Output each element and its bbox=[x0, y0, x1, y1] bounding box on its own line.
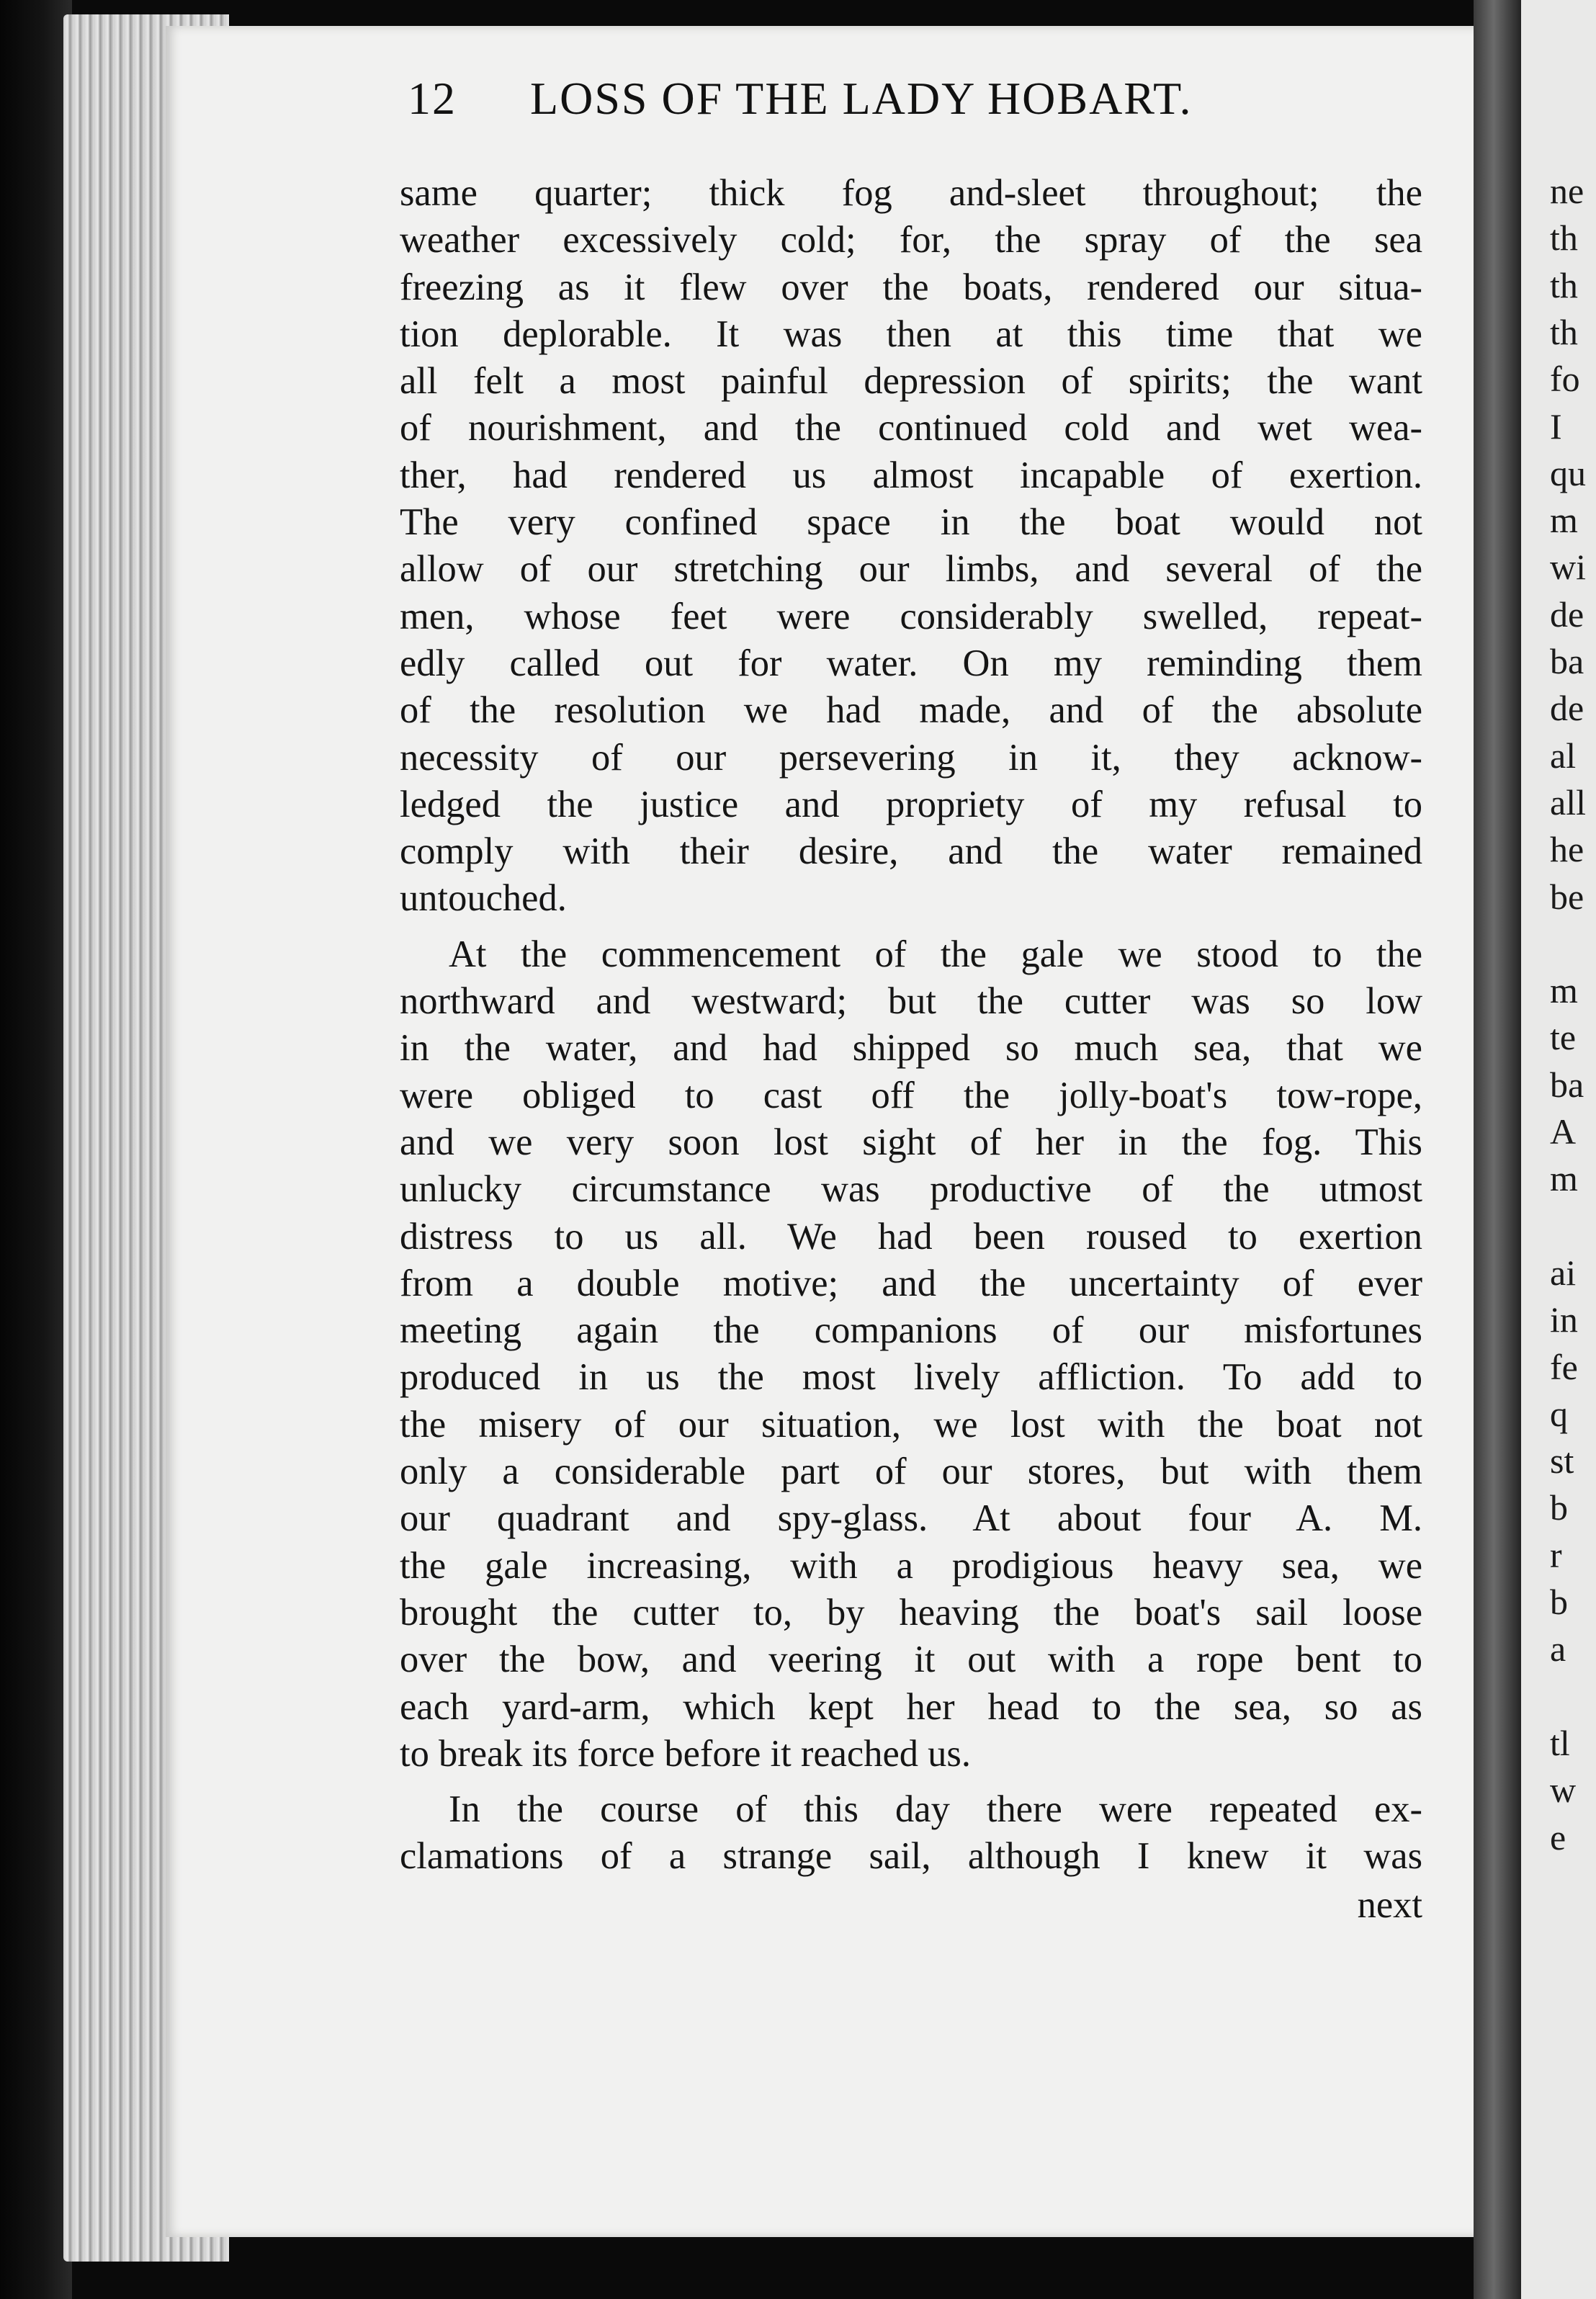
facing-page-fragment: al bbox=[1550, 735, 1577, 776]
facing-page-fragment: b bbox=[1550, 1582, 1568, 1622]
text-line: brought the cutter to, by heaving the boat's sail loose bbox=[400, 1591, 1422, 1634]
text-line: In the course of this day there were repeated ex- bbox=[449, 1788, 1422, 1831]
text-line: all felt a most painful depression of spirits; the want bbox=[400, 360, 1422, 403]
text-line: only a considerable part of our stores, but with them bbox=[400, 1451, 1422, 1493]
facing-page-fragment: be bbox=[1550, 876, 1584, 917]
facing-page-fragment: th bbox=[1550, 218, 1578, 259]
text-line: clamations of a strange sail, although I knew it was bbox=[400, 1835, 1422, 1878]
facing-page-fragment: ba bbox=[1550, 1064, 1584, 1105]
text-line: of the resolution we had made, and of the absolute bbox=[400, 689, 1422, 732]
facing-page-fragment: tl bbox=[1550, 1722, 1570, 1763]
text-line: unlucky circumstance was productive of the utmost bbox=[400, 1168, 1422, 1211]
text-line: ledged the justice and propriety of my refusal to bbox=[400, 783, 1422, 825]
facing-page-fragment: e bbox=[1550, 1816, 1566, 1857]
text-line: necessity of our persevering in it, they acknow- bbox=[400, 736, 1422, 779]
facing-page-fragment: ai bbox=[1550, 1252, 1577, 1293]
text-line: men, whose feet were considerably swelled, repeat- bbox=[400, 595, 1422, 637]
facing-page-fragment: th bbox=[1550, 264, 1578, 305]
text-line: the misery of our situation, we lost with the boat not bbox=[400, 1403, 1422, 1446]
page-number: 12 bbox=[408, 73, 457, 124]
text-line: of nourishment, and the continued cold and wet wea- bbox=[400, 407, 1422, 449]
text-line: allow of our stretching our limbs, and several of the bbox=[400, 548, 1422, 591]
running-title: LOSS OF THE LADY HOBART. bbox=[530, 73, 1193, 124]
scan-left-edge bbox=[0, 0, 72, 2299]
facing-page-fragment: r bbox=[1550, 1534, 1562, 1575]
text-line: At the commencement of the gale we stood to the bbox=[449, 933, 1422, 975]
body-text bbox=[400, 170, 1422, 1929]
facing-page-fragment: w bbox=[1550, 1770, 1577, 1811]
facing-page-fragment: st bbox=[1550, 1440, 1574, 1482]
text-line: produced in us the most lively affliction. To add to bbox=[400, 1356, 1422, 1399]
text-line: distress to us all. We had been roused to exertion bbox=[400, 1215, 1422, 1258]
text-line: northward and westward; but the cutter was so low bbox=[400, 980, 1422, 1023]
text-line: edly called out for water. On my reminding them bbox=[400, 642, 1422, 684]
text-line: ther, had rendered us almost incapable of exertion. bbox=[400, 454, 1422, 496]
facing-page-fragment: de bbox=[1550, 688, 1584, 729]
facing-page-fragment: m bbox=[1550, 970, 1578, 1011]
facing-page-fragment: m bbox=[1550, 500, 1578, 541]
text-line: untouched. bbox=[400, 877, 567, 920]
catchword: next bbox=[1357, 1883, 1422, 1926]
text-line: weather excessively cold; for, the spray of the sea bbox=[400, 219, 1422, 261]
text-line: from a double motive; and the uncertainty of ever bbox=[400, 1262, 1422, 1304]
facing-page-fragment: ne bbox=[1550, 171, 1584, 211]
facing-page-fragment: all bbox=[1550, 781, 1586, 823]
facing-page-fragment: in bbox=[1550, 1299, 1578, 1340]
facing-page-fragment: de bbox=[1550, 593, 1584, 635]
facing-page-fragment: th bbox=[1550, 311, 1578, 352]
text-line: in the water, and had shipped so much sea, that we bbox=[400, 1027, 1422, 1070]
text-line: our quadrant and spy-glass. At about four A. M. bbox=[400, 1497, 1422, 1540]
text-line: The very confined space in the boat would not bbox=[400, 501, 1422, 544]
text-line: each yard-arm, which kept her head to the sea, so as bbox=[400, 1685, 1422, 1728]
facing-page bbox=[1521, 0, 1596, 2299]
text-line: to break its force before it reached us. bbox=[400, 1732, 971, 1775]
facing-page-fragment: fo bbox=[1550, 359, 1580, 400]
facing-page-fragment: I bbox=[1550, 405, 1562, 447]
page-header bbox=[243, 72, 1425, 130]
facing-page-fragment: q bbox=[1550, 1393, 1568, 1434]
facing-page-fragment: m bbox=[1550, 1158, 1578, 1199]
text-line: same quarter; thick fog and-sleet throughout; the bbox=[400, 172, 1422, 214]
facing-page-fragment: te bbox=[1550, 1017, 1577, 1058]
book-gutter bbox=[1474, 0, 1524, 2299]
text-line: over the bow, and veering it out with a rope bent to bbox=[400, 1639, 1422, 1681]
facing-page-fragment: A bbox=[1550, 1111, 1577, 1152]
facing-page-fragment: wi bbox=[1550, 547, 1586, 588]
text-line: meeting again the companions of our misfortunes bbox=[400, 1309, 1422, 1352]
text-line: and we very soon lost sight of her in the fog. This bbox=[400, 1121, 1422, 1163]
text-line: were obliged to cast off the jolly-boat's tow-rope, bbox=[400, 1074, 1422, 1116]
text-line: freezing as it flew over the boats, rendered our situa- bbox=[400, 266, 1422, 308]
facing-page-fragment: he bbox=[1550, 829, 1584, 870]
facing-page-fragment: b bbox=[1550, 1487, 1568, 1528]
facing-page-fragment: ba bbox=[1550, 641, 1584, 681]
facing-page-fragment: qu bbox=[1550, 452, 1586, 493]
text-line: tion deplorable. It was then at this time that we bbox=[400, 313, 1422, 355]
facing-page-fragment: a bbox=[1550, 1628, 1566, 1670]
text-line: the gale increasing, with a prodigious heavy sea, we bbox=[400, 1544, 1422, 1587]
text-line: comply with their desire, and the water remained bbox=[400, 830, 1422, 873]
facing-page-fragment: fe bbox=[1550, 1346, 1578, 1387]
